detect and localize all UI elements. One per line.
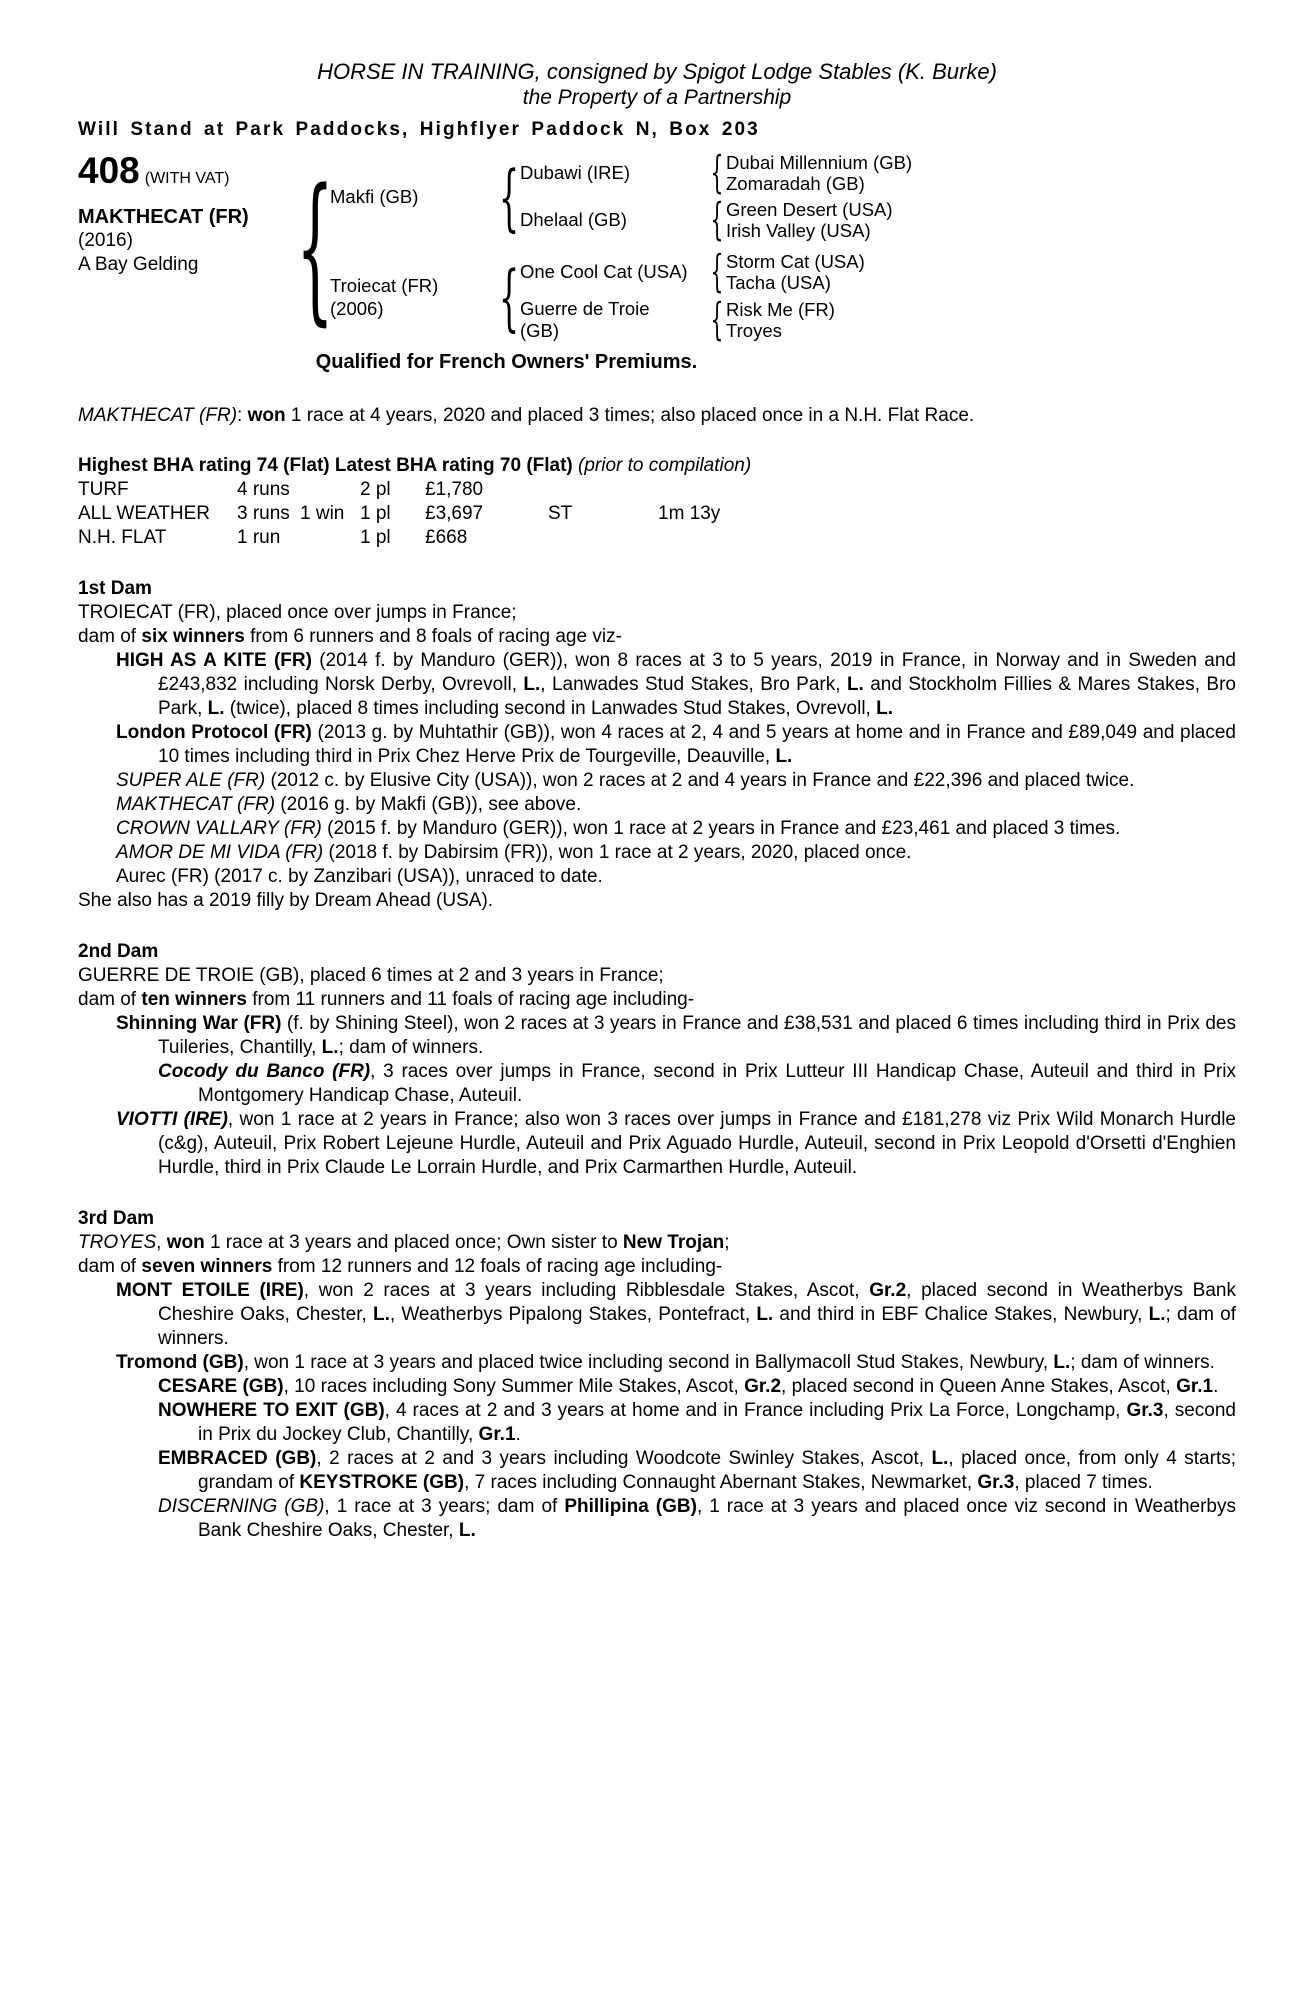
pedigree-brace-gen3: { xyxy=(710,147,724,199)
pedigree-name: Green Desert (USA) xyxy=(726,199,893,220)
bha-cell: £1,780 xyxy=(425,479,484,500)
grandsire-cell xyxy=(520,162,708,184)
bha-cell: 1 pl xyxy=(360,527,391,548)
bha-cell: ALL WEATHER xyxy=(78,503,210,524)
great-grandparents-cell xyxy=(726,199,893,241)
pedigree-name: Troiecat (FR) xyxy=(330,274,439,296)
catalogue-paragraph: GUERRE DE TROIE (GB), placed 6 times at 2 and 3 years in France; xyxy=(78,965,664,986)
great-grandparents-cell xyxy=(726,152,912,194)
catalogue-paragraph: TROYES, won 1 race at 3 years and placed once; Own sister to New Trojan; xyxy=(78,1232,730,1253)
pedigree-name: Makfi (GB) xyxy=(330,186,419,207)
horse-description: A Bay Gelding xyxy=(78,254,199,275)
great-grandparents-cell xyxy=(726,251,865,293)
pedigree-brace-gen3: { xyxy=(710,294,724,346)
bha-cell: TURF xyxy=(78,479,129,500)
pedigree-brace-gen3: { xyxy=(710,194,724,246)
great-grandparents-cell xyxy=(726,299,835,341)
pedigree-name: One Cool Cat (USA) xyxy=(520,261,688,282)
section-heading: 1st Dam xyxy=(78,578,152,599)
stand-location-line: Will Stand at Park Paddocks, Highflyer Paddock N, Box 203 xyxy=(78,119,760,140)
dam-grandparents xyxy=(520,246,865,346)
pedigree-brace-gen2: { xyxy=(498,154,520,239)
lot-number-line xyxy=(78,152,300,191)
catalogue-paragraph: Shinning War (FR) (f. by Shining Steel), won 2 races at 3 years in France and £38,531 and placed 6 times including third in Prix des Tuileries, Chantilly, L.; dam of winners. xyxy=(116,1013,1236,1058)
bha-cell: 1m 13y xyxy=(658,503,721,524)
bha-cell xyxy=(548,526,658,550)
pedigree-name: Dubai Millennium (GB) xyxy=(726,152,913,173)
catalogue-paragraph: AMOR DE MI VIDA (FR) (2018 f. by Dabirsim (FR)), won 1 race at 2 years, 2020, placed once. xyxy=(116,842,912,863)
race-record-intro: MAKTHECAT (FR): won 1 race at 4 years, 2020 and placed 3 times; also placed once in a N.H. Flat Race. xyxy=(78,405,975,426)
bha-cell xyxy=(658,526,978,550)
bha-cell: 3 runs xyxy=(237,503,290,524)
pedigree-sire-half xyxy=(330,147,913,246)
bha-cell xyxy=(300,526,360,550)
pedigree-pair xyxy=(520,294,865,346)
pedigree-brace-gen3: { xyxy=(710,246,724,298)
pedigree-brace-gen2: { xyxy=(498,254,520,339)
bha-cell xyxy=(548,478,658,502)
lot-info xyxy=(78,152,300,277)
bha-cell xyxy=(658,478,978,502)
section-heading: 2nd Dam xyxy=(78,941,159,962)
catalogue-paragraph: MONT ETOILE (IRE), won 2 races at 3 years including Ribblesdale Stakes, Ascot, Gr.2, placed second in Weatherbys Bank Cheshire Oaks, Chester, L., Weatherbys Pipalong Stakes, Pontefract, L. and third in EBF Chalice Stakes, Newbury, L.; dam of winners. xyxy=(116,1280,1237,1349)
bha-cell: 1 win xyxy=(300,503,345,524)
pedigree-name: Storm Cat (USA) xyxy=(726,251,865,272)
pedigree-name: Irish Valley (USA) xyxy=(726,220,871,241)
pedigree-name: (GB) xyxy=(520,320,560,341)
pedigree-dam-half xyxy=(330,246,912,346)
catalogue-paragraph: She also has a 2019 filly by Dream Ahead (USA). xyxy=(78,890,494,911)
sire-cell xyxy=(330,185,498,208)
catalogue-paragraph: CESARE (GB), 10 races including Sony Summer Mile Stakes, Ascot, Gr.2, placed second in Queen Anne Stakes, Ascot, Gr.1. xyxy=(158,1376,1219,1397)
catalogue-paragraph: dam of ten winners from 11 runners and 11 foals of racing age including- xyxy=(78,989,695,1010)
bha-table xyxy=(78,478,978,550)
pedigree-halves xyxy=(330,147,913,346)
catalogue-paragraph: SUPER ALE (FR) (2012 c. by Elusive City (USA)), won 2 races at 2 and 4 years in France and £22,396 and placed twice. xyxy=(116,770,1135,791)
pedigree-brace-gen1: { xyxy=(296,153,334,341)
horse-foaling-year: (2016) xyxy=(78,230,133,251)
pedigree-name: Troyes xyxy=(726,320,782,341)
catalogue-paragraph: MAKTHECAT (FR) (2016 g. by Makfi (GB)), see above. xyxy=(116,794,582,815)
property-line: the Property of a Partnership xyxy=(522,86,792,109)
sire-grandparents xyxy=(520,147,913,246)
pedigree-tree xyxy=(296,147,913,346)
bha-cell: 1 pl xyxy=(360,503,391,524)
french-premiums-note: Qualified for French Owners' Premiums. xyxy=(315,351,698,373)
granddam-cell xyxy=(520,209,708,231)
catalogue-paragraph: dam of six winners from 6 runners and 8 foals of racing age viz- xyxy=(78,626,622,647)
bha-cell: ST xyxy=(548,503,573,524)
catalogue-paragraph: HIGH AS A KITE (FR) (2014 f. by Manduro (GER)), won 8 races at 3 to 5 years, 2019 in France, in Norway and in Sweden and £243,832 including Norsk Derby, Ovrevoll, L., Lanwades Stud Stakes, Bro Park, L. and Stockholm Fillies & Mares Stakes, Bro Park, L. (twice), placed 8 times including second in Lanwades Stud Stakes, Ovrevoll, L. xyxy=(116,650,1236,719)
catalogue-paragraph: TROIECAT (FR), placed once over jumps in France; xyxy=(78,602,517,623)
bha-rating-heading: Highest BHA rating 74 (Flat) Latest BHA rating 70 (Flat) (prior to compilation) xyxy=(78,455,752,476)
catalogue-paragraph: DISCERNING (GB), 1 race at 3 years; dam of Phillipina (GB), 1 race at 3 years and placed once viz second in Weatherbys Bank Cheshire Oaks, Chester, L. xyxy=(158,1496,1236,1541)
pedigree-name: (2006) xyxy=(330,297,384,319)
bha-cell: 2 pl xyxy=(360,479,391,500)
lot-vat-note: (WITH VAT) xyxy=(144,170,230,187)
grandsire-cell xyxy=(520,261,708,283)
granddam-cell xyxy=(520,298,708,342)
bha-cell: £668 xyxy=(425,527,468,548)
catalogue-paragraph: CROWN VALLARY (FR) (2015 f. by Manduro (GER)), won 1 race at 2 years in France and £23,461 and placed 3 times. xyxy=(116,818,1121,839)
pedigree-name: Dhelaal (GB) xyxy=(520,209,627,230)
bha-cell xyxy=(300,478,360,502)
pedigree-name: Risk Me (FR) xyxy=(726,299,835,320)
pedigree-name: Tacha (USA) xyxy=(726,272,831,293)
section-heading: 3rd Dam xyxy=(78,1208,155,1229)
bha-cell: N.H. FLAT xyxy=(78,527,167,548)
consignor-line: HORSE IN TRAINING, consigned by Spigot Lodge Stables (K. Burke) xyxy=(317,59,997,84)
catalogue-paragraph: London Protocol (FR) (2013 g. by Muhtathir (GB)), won 4 races at 2, 4 and 5 years at home and in France and £89,049 and placed 10 times including third in Prix Chez Herve Prix de Tourgeville, Deauville, L. xyxy=(116,722,1236,767)
pedigree-pair xyxy=(520,147,913,199)
bha-cell: 1 run xyxy=(237,527,281,548)
catalogue-paragraph: Cocody du Banco (FR), 3 races over jumps in France, second in Prix Lutteur III Handicap Chase, Auteuil and third in Prix Montgomery Handicap Chase, Auteuil. xyxy=(158,1061,1236,1106)
pedigree-name: Zomaradah (GB) xyxy=(726,173,865,194)
bha-cell: 4 runs xyxy=(237,479,290,500)
pedigree-name: Dubawi (IRE) xyxy=(520,162,630,183)
lot-number: 408 xyxy=(78,150,140,191)
dam-sections xyxy=(78,577,1236,1543)
catalogue-paragraph: VIOTTI (IRE), won 1 race at 2 years in France; also won 3 races over jumps in France and £181,278 viz Prix Wild Monarch Hurdle (c&g), Auteuil, Prix Robert Lejeune Hurdle, Auteuil and Prix Aguado Hurdle, Auteuil, second in Prix Leopold d'Orsetti d'Enghien Hurdle, third in Prix Claude Le Lorrain Hurdle, and Prix Carmarthen Hurdle, Auteuil. xyxy=(116,1109,1236,1178)
catalogue-paragraph: Aurec (FR) (2017 c. by Zanzibari (USA)), unraced to date. xyxy=(116,866,603,887)
pedigree-pair xyxy=(520,194,912,246)
catalogue-paragraph: dam of seven winners from 12 runners and 12 foals of racing age including- xyxy=(78,1256,723,1277)
pedigree-pair xyxy=(520,246,865,298)
dam-cell xyxy=(330,274,498,320)
bha-cell: £3,697 xyxy=(425,503,484,524)
catalogue-paragraph: Tromond (GB), won 1 race at 3 years and placed twice including second in Ballymacoll Stud Stakes, Newbury, L.; dam of winners. xyxy=(116,1352,1215,1373)
catalogue-paragraph: NOWHERE TO EXIT (GB), 4 races at 2 and 3 years at home and in France including Prix La Force, Longchamp, Gr.3, second in Prix du Jockey Club, Chantilly, Gr.1. xyxy=(158,1400,1237,1445)
horse-name: MAKTHECAT (FR) xyxy=(78,206,249,228)
catalogue-paragraph: EMBRACED (GB), 2 races at 2 and 3 years including Woodcote Swinley Stakes, Ascot, L., placed once, from only 4 starts; grandam of KEYSTROKE (GB), 7 races including Connaught Abernant Stakes, Newmarket, Gr.3, placed 7 times. xyxy=(158,1448,1236,1493)
pedigree-name: Guerre de Troie xyxy=(520,298,650,319)
pedigree-block xyxy=(78,147,1236,346)
